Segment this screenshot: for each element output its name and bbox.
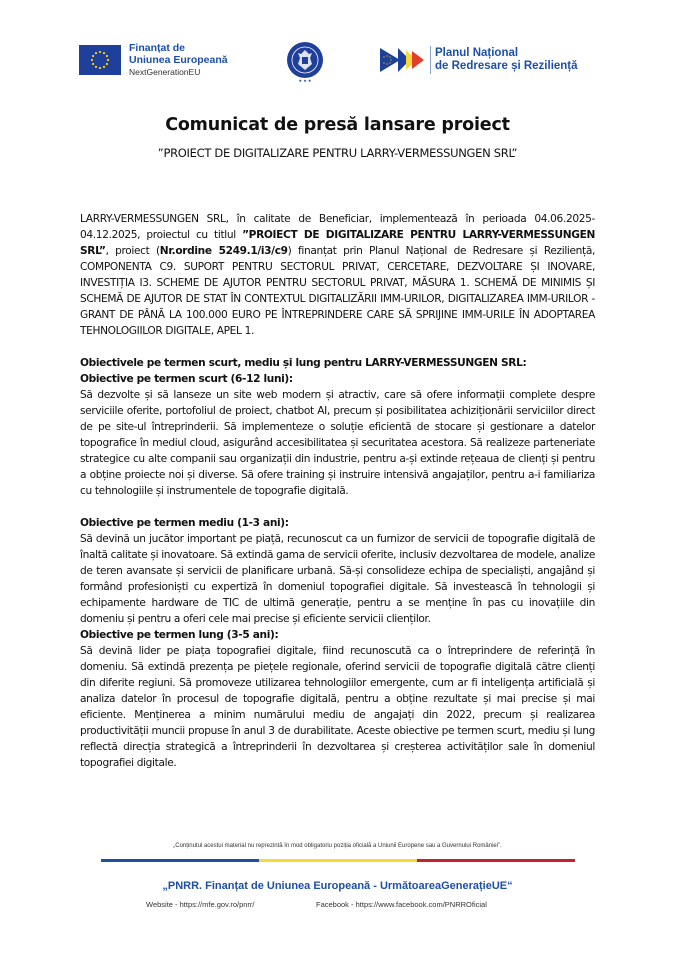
section-heading: Obiective pe termen scurt (6-12 luni): bbox=[80, 373, 293, 385]
eu-flag-icon bbox=[79, 45, 121, 75]
eu-funding-logo bbox=[79, 42, 228, 78]
section-text: Să devină lider pe piața topografiei digitale, fiind recunoscută ca o întreprindere de referință în domeniu. Să extindă prezența pe piețele regionale, oferind servicii de topografie digitală către clienți din diferite regiuni. Să promoveze utilizarea tehnologiilor emergente, cum ar fi inteligența artificială și analiza datelor în procesul de topografie digitală, pentru a obține rezultate și mai precise și mai eficiente. Menținerea a minim numărului mediu de angajați din 2022, precum și realizarea productivității muncii propuse în anul 3 de durabilitate. Aceste obiective pe termen scurt, mediu și lung reflectă direcția strategică a întreprinderii în dezvoltarea și creșterea activităților sale în domeniul topografiei digitale. bbox=[80, 645, 595, 769]
document-title: Comunicat de presă lansare proiect bbox=[165, 115, 510, 135]
document-body bbox=[80, 211, 595, 771]
section-text: Să devină un jucător important pe piață, recunoscut ca un furnizor de servicii de topografie digitală de înaltă calitate și inovatoare. Să extindă gama de servicii oferite, inclusiv dezvoltarea de modele, analize de teren avansate și servicii de planificare urbană. Să-și consolideze echipa de specialiști, angajând și formând profesioniști cu expertiză în domeniul topografiei digitale. Să investească în tehnologii și echipamente hardware de TIC de ultimă generație, pentru a se menține în pas cu inovațiile din domeniu și pentru a oferi cele mai precise și eficiente servicii clienților. bbox=[80, 533, 595, 625]
footer-links bbox=[146, 900, 487, 909]
footer-tagline: „PNRR. Finanțat de Uniunea Europeană - UrmătoareaGenerațieUE“ bbox=[162, 880, 513, 892]
facebook-link[interactable]: Facebook - https://www.facebook.com/PNRROficial bbox=[316, 900, 487, 909]
pnrr-arrows-icon bbox=[380, 46, 428, 74]
order-number: Nr.ordine 5249.1/i3/c9 bbox=[159, 245, 288, 257]
project-title: ”PROIECT DE DIGITALIZARE PENTRU LARRY-VERMESSUNGEN SRL” bbox=[80, 229, 595, 257]
objectives-heading: Obiectivele pe termen scurt, mediu și lung pentru LARRY-VERMESSUNGEN SRL: bbox=[80, 357, 527, 369]
section-medium-term bbox=[80, 515, 595, 627]
document-subtitle: ”PROIECT DE DIGITALIZARE PENTRU LARRY-VERMESSUNGEN SRL” bbox=[157, 146, 518, 160]
section-text: Să dezvolte și să lanseze un site web modern și atractiv, care să ofere informații complete despre serviciile oferite, portofoliul de proiect, chatbot AI, precum și posibilitatea achiziționării serviciilor direct de pe site-ul întreprinderii. Să implementeze o soluție eficientă de stocare și gestionare a datelor topografice în mediul cloud, asigurând accesibilitatea și securitatea acestora. Să realizeze parteneriate strategice cu alte companii sau organizații din industrie, pentru a-și extinde rețeaua de clienți și pentru a obține proiecte noi și diverse. Să ofere training și instruire intensivă angajaților, pentru a-i familiariza cu tehnologiile și instrumentele de topografie digitală. bbox=[80, 389, 595, 497]
section-long-term bbox=[80, 627, 595, 771]
romanian-government-seal-icon bbox=[285, 40, 325, 84]
eu-logo-line1: Finanțat de bbox=[129, 42, 186, 54]
intro-paragraph: LARRY-VERMESSUNGEN SRL, în calitate de Beneficiar, implementează în perioada 04.06.2025-04.12.2025, proiectul cu titlul ”PROIECT DE DIGITALIZARE PENTRU LARRY-VERMESSUNGEN SRL”, proiect (Nr.ordine 5249.1/i3/c9) finanțat prin Planul Național de Redresare și Reziliență, COMPONENTA C9. SUPORT PENTRU SECTORUL PRIVAT, CERCETARE, DEZVOLTARE ȘI INOVARE, INVESTIȚIA I3. SCHEME DE AJUTOR PENTRU SECTORUL PRIVAT, MĂSURA 1. SCHEMĂ DE MINIMIS ȘI SCHEMĂ DE AJUTOR DE STAT ÎN CONTEXTUL DIGITALIZĂRII IMM-URILOR, DIGITALIZAREA IMM-URILOR - GRANT DE PÂNĂ LA 100.000 EURO PE ÎNTREPRINDERE CARE SĂ SPRIJINE IMM-URILE ÎN ADOPTAREA TEHNOLOGIILOR DIGITALE, APEL 1. bbox=[80, 213, 596, 337]
eu-logo-line2: Uniunea Europeană bbox=[129, 54, 228, 66]
svg-text:★ ★ ★: ★ ★ ★ bbox=[298, 78, 312, 83]
footer-disclaimer: „Conținutul acestui material nu reprezintă în mod obligatoriu poziția oficială a Uniunii Europene sau a Guvernului României”. bbox=[173, 843, 502, 849]
pnrr-logo bbox=[380, 46, 578, 74]
page-header bbox=[0, 40, 675, 85]
pnrr-logo-line1: Planul Național bbox=[435, 47, 519, 59]
section-heading: Obiective pe termen mediu (1-3 ani): bbox=[80, 517, 289, 529]
website-link[interactable]: Website - https://mfe.gov.ro/pnrr/ bbox=[146, 900, 255, 909]
tricolor-divider bbox=[101, 859, 575, 862]
eu-logo-line3: NextGenerationEU bbox=[129, 67, 201, 77]
section-short-term bbox=[80, 371, 595, 499]
pnrr-logo-line2: de Redresare și Reziliență bbox=[435, 60, 578, 72]
section-heading: Obiective pe termen lung (3-5 ani): bbox=[80, 629, 279, 641]
